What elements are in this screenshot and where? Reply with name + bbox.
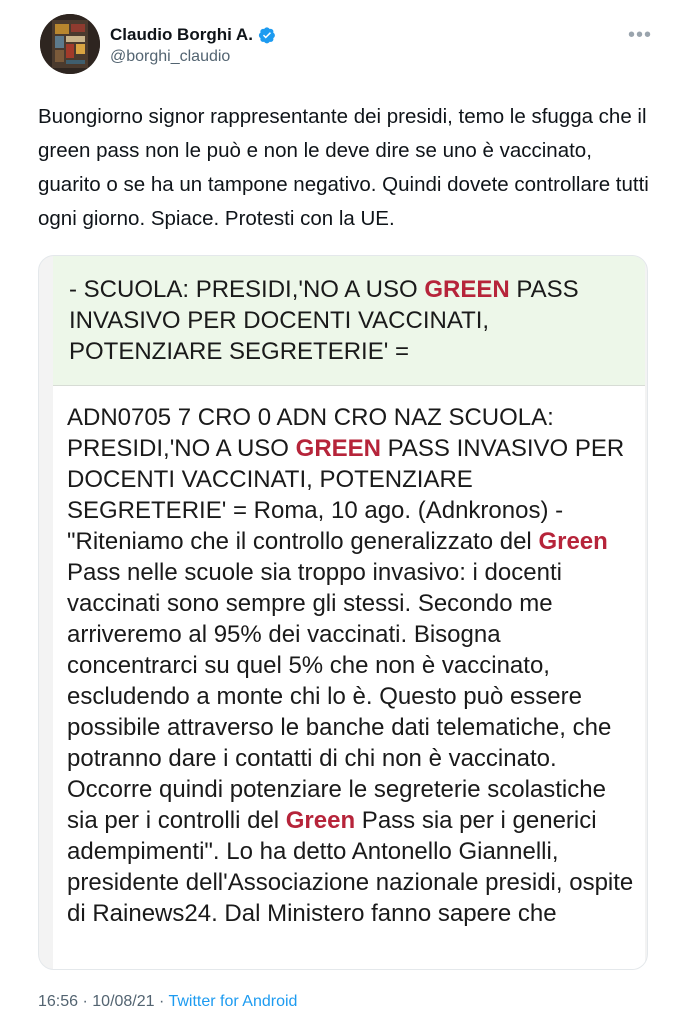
body-highlight-1: GREEN <box>295 435 382 462</box>
headline-highlight: GREEN <box>424 276 510 303</box>
avatar-image <box>40 14 100 74</box>
body-text-2: PASS INVASIVO PER DOCENTI VACCINATI, POTENZIARE SEGRETERIE' = Roma, 10 ago. (Adnkronos) - "Riteniamo che il controllo generalizzato del <box>67 435 625 555</box>
body-highlight-2: Green <box>538 528 608 555</box>
card-body <box>67 402 637 929</box>
avatar[interactable] <box>40 14 100 74</box>
headline-text: - SCUOLA: PRESIDI,'NO A USO <box>69 276 425 303</box>
author-handle[interactable]: @borghi_claudio <box>110 48 231 65</box>
card-headline <box>69 274 629 367</box>
author-name[interactable]: Claudio Borghi A. <box>110 25 253 44</box>
quoted-image-card[interactable] <box>38 255 648 970</box>
tweet-footer <box>38 993 297 1011</box>
more-options-icon[interactable]: ••• <box>628 24 653 46</box>
body-highlight-3: Green <box>285 807 356 834</box>
card-body-box <box>53 386 645 969</box>
body-text-1: ADN0705 7 CRO 0 ADN CRO NAZ SCUOLA: PRESIDI,'NO A USO <box>67 404 554 462</box>
tweet-date[interactable]: 10/08/21 <box>92 993 155 1010</box>
tweet-text: Buongiorno signor rappresentante dei presidi, temo le sfugga che il green pass non le può e non le deve dire se uno è vaccinato, guarito o se ha un tampone negativo. Quindi dovete controllare tutti ogni giorno. Spiace. Protesti con la UE. <box>38 105 649 230</box>
footer-separator-2: · <box>154 993 169 1010</box>
verified-badge-icon <box>258 26 276 44</box>
tweet-header <box>0 0 687 90</box>
body-text-4: Pass sia per i generici adempimenti". Lo ha detto Antonello Giannelli, presidente dell'Associazione nazionale presidi, ospite di Rainews24. Dal Ministero fanno sapere che <box>67 807 634 927</box>
author-name-row[interactable] <box>110 25 276 45</box>
tweet-time[interactable]: 16:56 <box>38 993 79 1010</box>
tweet-source-link[interactable]: Twitter for Android <box>168 993 298 1010</box>
card-headline-box <box>53 256 645 386</box>
body-text-3: Pass nelle scuole sia troppo invasivo: i docenti vaccinati sono sempre gli stessi. Secondo me arriveremo al 95% dei vaccinati. Bisogna concentrarci su quel 5% che non è vaccinato, escludendo a monte chi lo è. Questo può essere possibile attraverso le banche dati telematiche, che potranno dare i contatti di chi non è vaccinato. Occorre quindi potenziare le segreterie scolastiche sia per i controlli del <box>67 559 612 834</box>
footer-separator: · <box>78 993 93 1010</box>
headline-text-end: PASS INVASIVO PER DOCENTI VACCINATI, POTENZIARE SEGRETERIE' = <box>69 276 579 365</box>
